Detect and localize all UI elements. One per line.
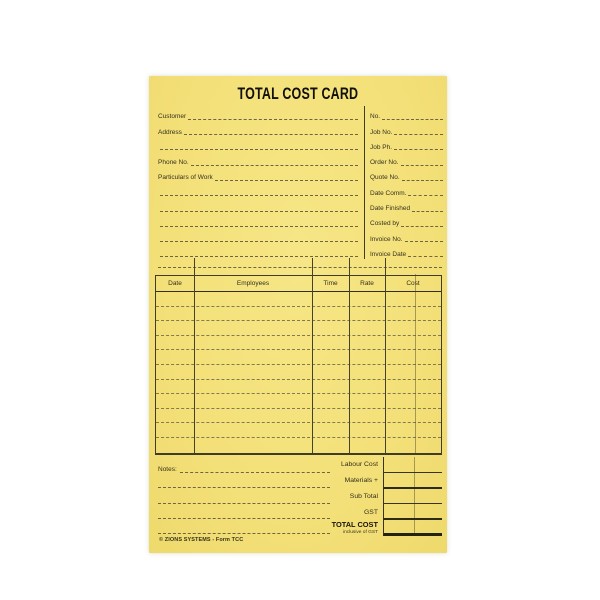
dotted-fill-line — [394, 134, 443, 135]
form-field-row — [158, 182, 364, 197]
form-field-row — [158, 121, 364, 136]
dotted-fill-line — [180, 472, 330, 473]
materials-row — [319, 473, 442, 489]
dotted-fill-line — [160, 149, 358, 150]
dotted-fill-line — [160, 195, 358, 196]
notes-label: Notes: — [158, 466, 177, 474]
materials-amount-box — [383, 473, 442, 489]
field-label: Date Finished — [370, 205, 411, 213]
table-row — [156, 350, 441, 365]
dotted-fill-line — [408, 195, 443, 196]
form-field-row — [158, 228, 364, 243]
header-fields-section — [158, 106, 443, 259]
dotted-fill-line — [412, 211, 443, 212]
sub-total-amount-box — [383, 489, 442, 505]
form-field-row — [370, 106, 443, 121]
labour-cost-amount-box — [383, 457, 442, 473]
copyright-text: © ZIONS SYSTEMS - Form TCC — [159, 537, 244, 543]
customer-details-column — [158, 106, 364, 259]
dotted-fill-line — [215, 180, 358, 181]
dotted-fill-line — [158, 503, 330, 504]
gst-amount-box — [383, 504, 442, 520]
table-row — [156, 292, 441, 307]
table-row — [156, 409, 441, 424]
field-label: Costed by — [370, 220, 400, 228]
dotted-fill-line — [402, 180, 443, 181]
table-header-row — [156, 276, 441, 292]
table-row — [156, 380, 441, 395]
table-row — [156, 365, 441, 380]
table-row — [156, 423, 441, 438]
notes-row — [158, 474, 330, 489]
form-field-row — [370, 228, 443, 243]
dotted-fill-line — [408, 256, 443, 257]
form-field-row — [370, 167, 443, 182]
field-label: Quote No. — [370, 174, 400, 182]
dotted-fill-line — [160, 211, 358, 212]
dotted-fill-line — [160, 241, 358, 242]
total-cost-amount-box — [383, 520, 442, 536]
field-label: Invoice No. — [370, 235, 403, 243]
field-label: Invoice Date — [370, 250, 407, 258]
field-label: Date Comm. — [370, 189, 407, 197]
field-label: No. — [370, 113, 381, 121]
form-field-row — [370, 137, 443, 152]
sub-total-label: Sub Total — [349, 492, 378, 500]
table-row — [156, 336, 441, 351]
labour-cost-row — [319, 457, 442, 473]
gst-inclusive-note: inclusive of GST — [343, 529, 378, 535]
form-field-row — [370, 182, 443, 197]
cents-divider — [414, 457, 415, 472]
column-header-cost: Cost — [406, 280, 420, 287]
labour-cost-label: Labour Cost — [340, 461, 378, 469]
dotted-fill-line — [191, 165, 358, 166]
table-body — [156, 292, 441, 453]
cents-divider — [414, 473, 415, 487]
dotted-fill-line — [160, 256, 358, 257]
dotted-fill-line — [405, 241, 443, 242]
total-cost-label — [319, 521, 383, 536]
dotted-fill-line — [184, 134, 358, 135]
dotted-fill-line — [158, 533, 330, 534]
table-row — [156, 394, 441, 409]
cents-divider — [414, 504, 415, 518]
notes-section — [158, 459, 330, 536]
total-cost-row — [319, 520, 442, 536]
column-header-rate: Rate — [360, 280, 374, 287]
form-field-row — [158, 198, 364, 213]
cents-divider — [414, 520, 415, 533]
dotted-fill-line — [158, 487, 330, 488]
card-title: TOTAL COST CARD — [237, 84, 359, 103]
field-label: Job Ph. — [370, 143, 393, 151]
notes-row — [158, 505, 330, 520]
form-field-row — [370, 198, 443, 213]
form-field-row — [370, 121, 443, 136]
form-field-row — [370, 244, 443, 259]
materials-label: Materials + — [344, 477, 378, 485]
totals-section — [319, 457, 442, 536]
dotted-fill-line — [401, 226, 443, 227]
column-header-time: Time — [323, 280, 338, 287]
dotted-fill-line — [394, 149, 443, 150]
form-field-row — [158, 137, 364, 152]
column-header-date: Date — [168, 280, 182, 287]
notes-row — [158, 490, 330, 505]
form-field-row — [370, 213, 443, 228]
dotted-fill-line — [382, 119, 443, 120]
field-label: Particulars of Work — [158, 174, 213, 182]
form-field-row — [158, 167, 364, 182]
form-field-row — [158, 213, 364, 228]
notes-extra-lines — [158, 474, 330, 536]
dotted-fill-line — [160, 226, 358, 227]
sub-total-row — [319, 489, 442, 505]
field-label: Order No. — [370, 159, 399, 167]
form-field-row — [158, 244, 364, 259]
column-header-employees: Employees — [236, 280, 270, 287]
dotted-separator-line — [158, 267, 442, 268]
field-label: Job No. — [370, 128, 393, 136]
gst-label: GST — [364, 508, 378, 516]
table-row — [156, 307, 441, 322]
field-label: Customer — [158, 113, 187, 121]
dotted-fill-line — [158, 518, 330, 519]
notes-row — [158, 521, 330, 536]
notes-row — [158, 459, 330, 474]
cents-divider — [414, 489, 415, 504]
dotted-fill-line — [188, 119, 358, 120]
dotted-fill-line — [401, 165, 443, 166]
field-label: Address — [158, 128, 182, 136]
field-label: Phone No. — [158, 159, 189, 167]
form-field-row — [158, 106, 364, 121]
total-cost-card-form — [149, 76, 447, 553]
card-title-wrap — [149, 85, 447, 103]
labour-entries-table — [155, 275, 442, 455]
form-field-row — [370, 152, 443, 167]
table-row — [156, 438, 441, 453]
job-details-column — [364, 106, 443, 259]
gst-row — [319, 504, 442, 520]
table-row — [156, 321, 441, 336]
form-field-row — [158, 152, 364, 167]
total-cost-text: TOTAL COST — [331, 519, 378, 529]
